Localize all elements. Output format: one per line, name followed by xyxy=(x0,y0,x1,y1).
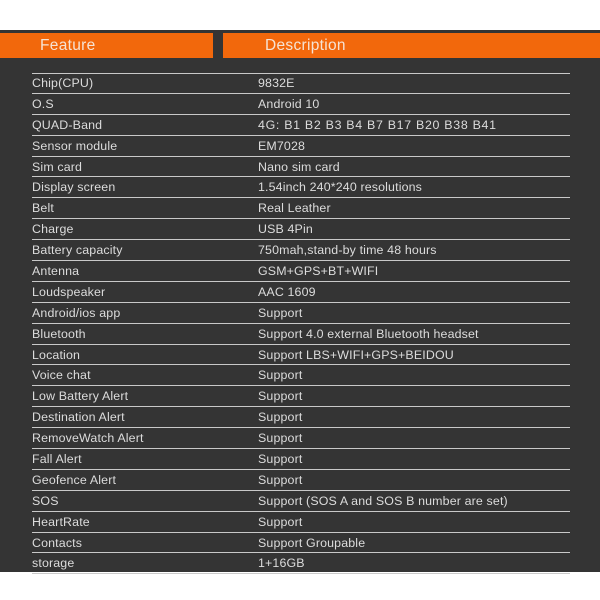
feature-cell: Chip(CPU) xyxy=(32,76,94,91)
table-row xyxy=(32,115,570,136)
description-cell: Support xyxy=(258,514,303,529)
feature-cell: Belt xyxy=(32,201,54,216)
description-cell: Support xyxy=(258,368,303,383)
description-cell: GSM+GPS+BT+WIFI xyxy=(258,263,379,278)
feature-cell: Bluetooth xyxy=(32,326,86,341)
description-cell: Nano sim card xyxy=(258,159,340,174)
feature-cell: Charge xyxy=(32,222,74,237)
table-row xyxy=(32,533,570,554)
feature-cell: SOS xyxy=(32,493,59,508)
table-row xyxy=(32,365,570,386)
table-row xyxy=(32,407,570,428)
table-row xyxy=(32,177,570,198)
feature-cell: RemoveWatch Alert xyxy=(32,431,144,446)
header-band-divider xyxy=(213,33,223,58)
description-cell: 750mah,stand-by time 48 hours xyxy=(258,243,437,258)
column-header-description xyxy=(223,33,600,58)
feature-cell: Voice chat xyxy=(32,368,91,383)
feature-cell: Antenna xyxy=(32,263,80,278)
feature-cell: QUAD-Band xyxy=(32,117,103,132)
description-cell: Support xyxy=(258,431,303,446)
feature-cell: O.S xyxy=(32,96,54,111)
feature-cell: Geofence Alert xyxy=(32,472,117,487)
table-row xyxy=(32,470,570,491)
feature-cell: Location xyxy=(32,347,81,362)
description-cell: Support xyxy=(258,389,303,404)
feature-cell: Android/ios app xyxy=(32,305,121,320)
description-cell: Support Groupable xyxy=(258,535,366,550)
table-row xyxy=(32,512,570,533)
table-row xyxy=(32,345,570,366)
feature-cell: Low Battery Alert xyxy=(32,389,129,404)
description-cell: 9832E xyxy=(258,76,295,91)
table-row xyxy=(32,282,570,303)
feature-cell: HeartRate xyxy=(32,514,90,529)
description-cell: Support xyxy=(258,305,303,320)
description-cell: Support xyxy=(258,410,303,425)
table-row xyxy=(32,73,570,94)
description-cell: 4G: B1 B2 B3 B4 B7 B17 B20 B38 B41 xyxy=(258,117,497,132)
table-row xyxy=(32,386,570,407)
description-cell: Support 4.0 external Bluetooth headset xyxy=(258,326,479,341)
table-row xyxy=(32,219,570,240)
table-row xyxy=(32,157,570,178)
description-cell: USB 4Pin xyxy=(258,222,313,237)
column-header-description-label: Description xyxy=(265,36,346,54)
table-row xyxy=(32,240,570,261)
feature-cell: Contacts xyxy=(32,535,83,550)
description-cell: Real Leather xyxy=(258,201,331,216)
description-cell: EM7028 xyxy=(258,138,306,153)
feature-cell: Battery capacity xyxy=(32,243,123,258)
feature-cell: Destination Alert xyxy=(32,410,125,425)
table-header-band xyxy=(0,33,600,58)
specification-table xyxy=(32,73,570,574)
feature-cell: Fall Alert xyxy=(32,451,82,466)
description-cell: 1.54inch 240*240 resolutions xyxy=(258,180,423,195)
description-cell: Support (SOS A and SOS B number are set) xyxy=(258,493,508,508)
description-cell: Support LBS+WIFI+GPS+BEIDOU xyxy=(258,347,454,362)
feature-cell: Sim card xyxy=(32,159,83,174)
description-cell: Android 10 xyxy=(258,96,320,111)
feature-cell: Sensor module xyxy=(32,138,118,153)
table-row xyxy=(32,449,570,470)
table-row xyxy=(32,303,570,324)
description-cell: Support xyxy=(258,472,303,487)
feature-cell: storage xyxy=(32,556,75,571)
column-header-feature-label: Feature xyxy=(40,36,96,54)
column-header-feature xyxy=(0,33,213,58)
table-row xyxy=(32,94,570,115)
description-cell: Support xyxy=(258,451,303,466)
table-row xyxy=(32,261,570,282)
table-row xyxy=(32,136,570,157)
table-row xyxy=(32,491,570,512)
feature-cell: Display screen xyxy=(32,180,116,195)
table-row xyxy=(32,198,570,219)
table-row xyxy=(32,553,570,574)
table-row xyxy=(32,428,570,449)
description-cell: AAC 1609 xyxy=(258,284,316,299)
feature-cell: Loudspeaker xyxy=(32,284,106,299)
description-cell: 1+16GB xyxy=(258,556,305,571)
table-row xyxy=(32,324,570,345)
